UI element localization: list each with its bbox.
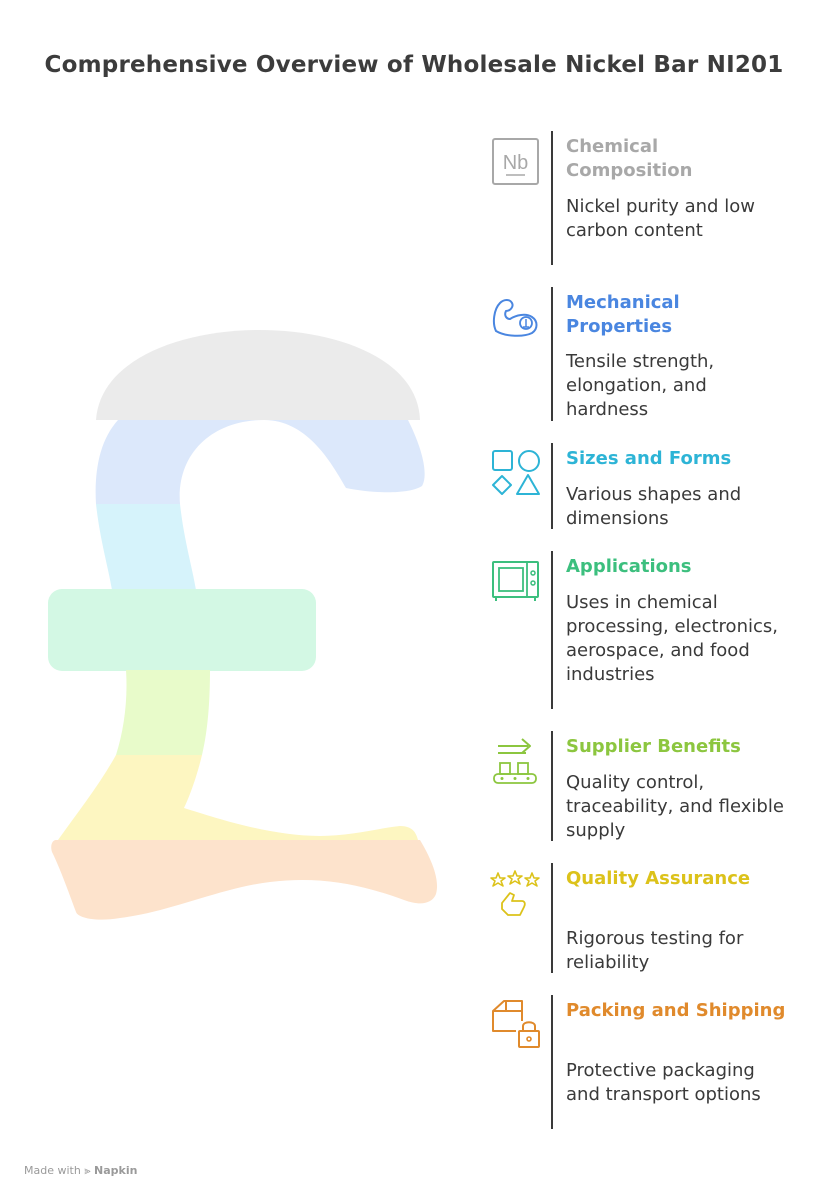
pound-segment-5 — [116, 670, 210, 755]
item-description: Various shapes and dimensions — [566, 484, 742, 529]
pound-segment-4 — [48, 589, 316, 671]
flexed-arm-icon — [488, 287, 542, 341]
item-description: Rigorous testing for reliability — [566, 928, 744, 973]
item-description: Protective packaging and transport options — [566, 1060, 761, 1105]
pound-segment-1 — [96, 330, 420, 420]
item-description: Tensile strength, elongation, and hardness — [566, 351, 715, 420]
divider-line — [551, 287, 553, 421]
svg-text:Nb: Nb — [502, 152, 529, 174]
footer-brand: Napkin — [94, 1164, 138, 1177]
item-heading: Supplier Benefits — [566, 736, 741, 757]
niobium-element-icon — [488, 131, 542, 185]
locked-box-icon — [488, 995, 542, 1049]
pound-segment-7 — [51, 840, 437, 920]
napkin-logo-icon: ⫸ — [84, 1164, 91, 1177]
divider-line — [551, 443, 553, 529]
item-description: Uses in chemical processing, electronics, aerospace, and food industries — [566, 592, 778, 685]
footer-made-with: Made with — [24, 1164, 81, 1177]
divider-line — [551, 131, 553, 265]
page-title: Comprehensive Overview of Wholesale Nickel Bar NI201 — [44, 52, 784, 78]
item-heading: Quality Assurance — [566, 868, 751, 889]
divider-line — [551, 863, 553, 973]
pound-sign-graphic — [0, 0, 480, 960]
divider-line — [551, 995, 553, 1129]
pound-segment-2 — [96, 420, 425, 504]
divider-line — [551, 551, 553, 709]
item-heading: Chemical Composition — [566, 136, 693, 181]
item-heading: Packing and Shipping — [566, 1000, 786, 1021]
footer-credit[interactable] — [24, 1164, 137, 1178]
microwave-icon — [488, 551, 542, 605]
pound-segment-6 — [58, 755, 418, 840]
stars-rating-icon — [488, 863, 542, 917]
item-heading: Sizes and Forms — [566, 448, 732, 469]
shapes-icon — [488, 443, 542, 497]
item-description: Quality control, traceability, and flexible supply — [566, 772, 784, 841]
conveyor-icon — [488, 731, 542, 785]
item-heading: Applications — [566, 556, 692, 577]
pound-segment-3 — [96, 504, 196, 590]
item-heading: Mechanical Properties — [566, 292, 680, 337]
divider-line — [551, 731, 553, 841]
item-description: Nickel purity and low carbon content — [566, 196, 755, 241]
